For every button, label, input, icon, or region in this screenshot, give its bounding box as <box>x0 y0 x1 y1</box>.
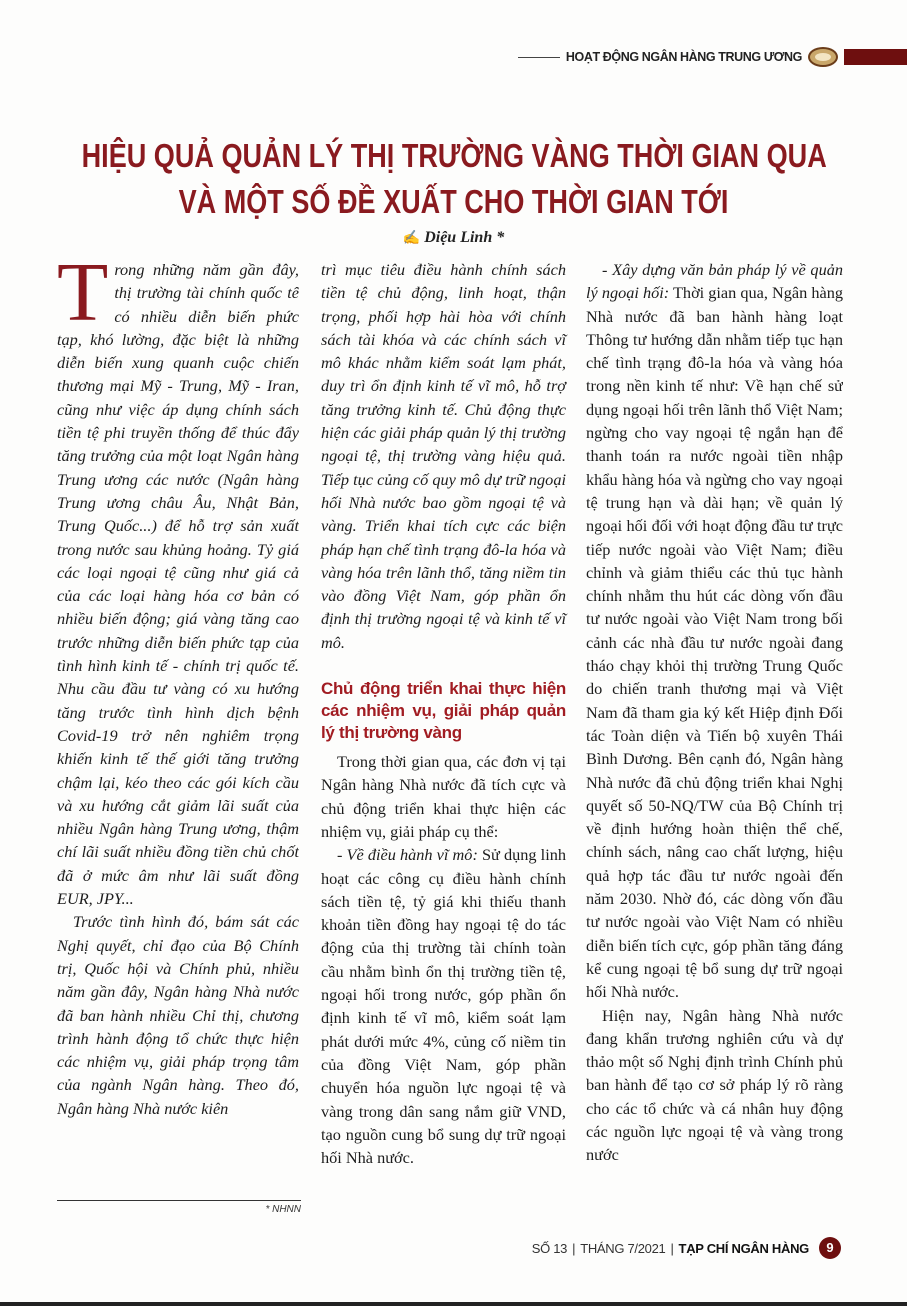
issue-month: THÁNG 7/2021 <box>580 1240 666 1256</box>
paragraph-lead: - Xây dựng văn bản pháp lý về quản lý ngoại hối: <box>586 260 843 303</box>
paragraph: trì mục tiêu điều hành chính sách tiền tệ chủ động, linh hoạt, thận trọng, phối hợp hài hòa với chính sách tài khóa và các chính sách vĩ mô khác nhằm kiểm soát lạm phát, duy trì ổn định kinh tế vĩ mô, hỗ trợ tăng trưởng kinh tế. Chủ động thực hiện các giải pháp quản lý thị trường ngoại tệ, thị trường vàng hiệu quả. Tiếp tục củng cố quy mô dự trữ ngoại hối Nhà nước bao gồm ngoại tệ và vàng. Triển khai tích cực các biện pháp hạn chế tình trạng đô-la hóa và vàng hóa trên lãnh thổ, tăng niềm tin vào đồng Việt Nam, góp phần ổn định thị trường ngoại tệ và kinh tế vĩ mô. <box>321 260 566 652</box>
column-2 <box>321 258 566 1169</box>
page-number-badge: 9 <box>819 1237 841 1259</box>
footer-separator: | <box>670 1240 674 1256</box>
drop-cap: T <box>57 258 109 339</box>
paragraph: Hiện nay, Ngân hàng Nhà nước đang khẩn trương nghiên cứu và dự thảo một số Nghị định trình Chính phủ ban hành để tạo cơ sở pháp lý rõ ràng cho các tổ chức và cá nhân huy động các nguồn lực ngoại tệ và vàng trong nước <box>586 1005 843 1165</box>
subheading: Chủ động triển khai thực hiện các nhiệm vụ, giải pháp quản lý thị trường vàng <box>321 679 566 743</box>
paragraph <box>321 843 566 1169</box>
page-edge <box>0 1302 907 1306</box>
magazine-name: TẠP CHÍ NGÂN HÀNG <box>678 1240 809 1256</box>
paragraph: Trước tình hình đó, bám sát các Nghị quyết, chỉ đạo của Bộ Chính trị, Quốc hội và Chính phủ, nhiều năm gần đây, Ngân hàng Nhà nước đã ban hành nhiều Chỉ thị, chương trình hành động tổ chức thực hiện các nhiệm vụ, giải pháp trọng tâm của ngành Ngân hàng. Theo đó, Ngân hàng Nhà nước kiên <box>57 912 299 1118</box>
paragraph <box>57 258 299 910</box>
section-header <box>518 44 907 70</box>
column-3 <box>586 258 843 1228</box>
footnote-divider <box>57 1200 301 1201</box>
bank-seal-logo-icon <box>808 47 838 67</box>
header-accent-bar <box>844 49 907 65</box>
column-1 <box>57 258 299 1193</box>
paragraph: Trong thời gian qua, các đơn vị tại Ngân hàng Nhà nước đã tích cực và chủ động triển khai thực hiện các nhiệm vụ, giải pháp cụ thể: <box>321 752 566 841</box>
paragraph-text: Sử dụng linh hoạt các công cụ điều hành chính sách tiền tệ, tỷ giá khi thiếu thanh khoản tiền đồng hay ngoại tệ do tác động của thị trường tài chính toàn cầu nhằm bình ổn thị trường tiền tệ, ngoại hối trong nước, góp phần ổn định kinh tế vĩ mô, kiểm soát lạm phát dưới mức 4%, củng cố niềm tin của đồng Việt Nam, góp phần chuyển hóa nguồn lực ngoại tệ và vàng trong dân sang nắm giữ VND, tạo nguồn cung bổ sung dự trữ ngoại hối Nhà nước. <box>321 845 567 1168</box>
author-name: Diệu Linh * <box>424 229 505 246</box>
footer-separator: | <box>572 1240 576 1256</box>
author-byline <box>0 229 907 247</box>
page-footer <box>532 1237 841 1259</box>
article-title <box>0 133 907 225</box>
section-title: HOẠT ĐỘNG NGÂN HÀNG TRUNG ƯƠNG <box>565 50 802 64</box>
issue-number: SỐ 13 <box>531 1240 568 1256</box>
paragraph <box>586 258 843 1004</box>
title-line-1: HIỆU QUẢ QUẢN LÝ THỊ TRƯỜNG VÀNG THỜI GIAN QUA <box>81 137 827 174</box>
title-line-2: VÀ MỘT SỐ ĐỀ XUẤT CHO THỜI GIAN TỚI <box>178 183 729 220</box>
paragraph-lead: - Về điều hành vĩ mô: <box>337 845 478 865</box>
pen-icon: ✍ <box>402 231 421 246</box>
header-rule <box>518 57 560 58</box>
paragraph-text: rong những năm gần đây, thị trường tài chính quốc tế có nhiều diễn biến phức tạp, khó lường, đặc biệt là những diễn biến xung quanh cuộc chiến thương mại Mỹ - Trung, Mỹ - Iran, cũng như việc áp dụng chính sách tiền tệ phi truyền thống để thúc đẩy tăng trưởng của một loạt Ngân hàng Trung ương các nước (Ngân hàng Trung ương châu Âu, Nhật Bản, Trung Quốc...) để hỗ trợ sản xuất trong nước sau khủng hoảng. Tỷ giá các loại ngoại tệ cũng như giá cả của các loại hàng hóa cơ bản có nhiều biến động; giá vàng tăng cao trước những diễn biến phức tạp của tình hình kinh tế - chính trị quốc tế. Nhu cầu đầu tư vàng có xu hướng tăng trước tình hình dịch bệnh Covid-19 trở nên nghiêm trọng khiến kinh tế thế giới tăng trưởng chậm lại, kéo theo các gói kích cầu và xu hướng cắt giảm lãi suất của nhiều Ngân hàng Trung ương, thậm chí lãi suất nhiều đồng tiền chủ chốt đã ở mức âm như lãi suất đồng EUR, JPY... <box>57 260 299 909</box>
paragraph-text: Thời gian qua, Ngân hàng Nhà nước đã ban hành hàng loạt Thông tư hướng dẫn nhằm tiếp tục hạn chế tình trạng đô-la hóa và vàng hóa trong nền kinh tế như: Về hạn chế sử dụng ngoại hối trên lãnh thổ Việt Nam; ngừng cho vay ngoại tệ ngắn hạn để thanh toán ra nước ngoài tiền nhập khẩu hàng hóa và ngừng cho vay ngoại tệ trung hạn và dài hạn; về quản lý ngoại hối đối với hoạt động đầu tư trực tiếp nước ngoài vào Việt Nam; điều chỉnh và giảm thiểu các thủ tục hành chính nhằm thu hút các dòng vốn đầu tư nước ngoài vào Việt Nam trong bối cảnh các nhà đầu tư nước ngoài đang tháo chạy khỏi thị trường Trung Quốc do chiến tranh thương mại và Việt Nam đã tham gia ký kết Hiệp định Đối tác Toàn diện và Tiến bộ xuyên Thái Bình Dương. Bên cạnh đó, Ngân hàng Nhà nước đã chủ động triển khai Nghị quyết số 50-NQ/TW của Bộ Chính trị về định hướng hoàn thiện thể chế, chính sách, nâng cao chất lượng, hiệu quả hợp tác đầu tư nước ngoài đến năm 2030. Nhờ đó, các dòng vốn đầu tư nước ngoài vào Việt Nam có nhiều diễn biến tích cực, góp phần tăng đáng kể cung ngoại tệ bổ sung dự trữ ngoại hối Nhà nước. <box>586 283 843 1002</box>
footnote: * NHNN <box>265 1204 301 1215</box>
